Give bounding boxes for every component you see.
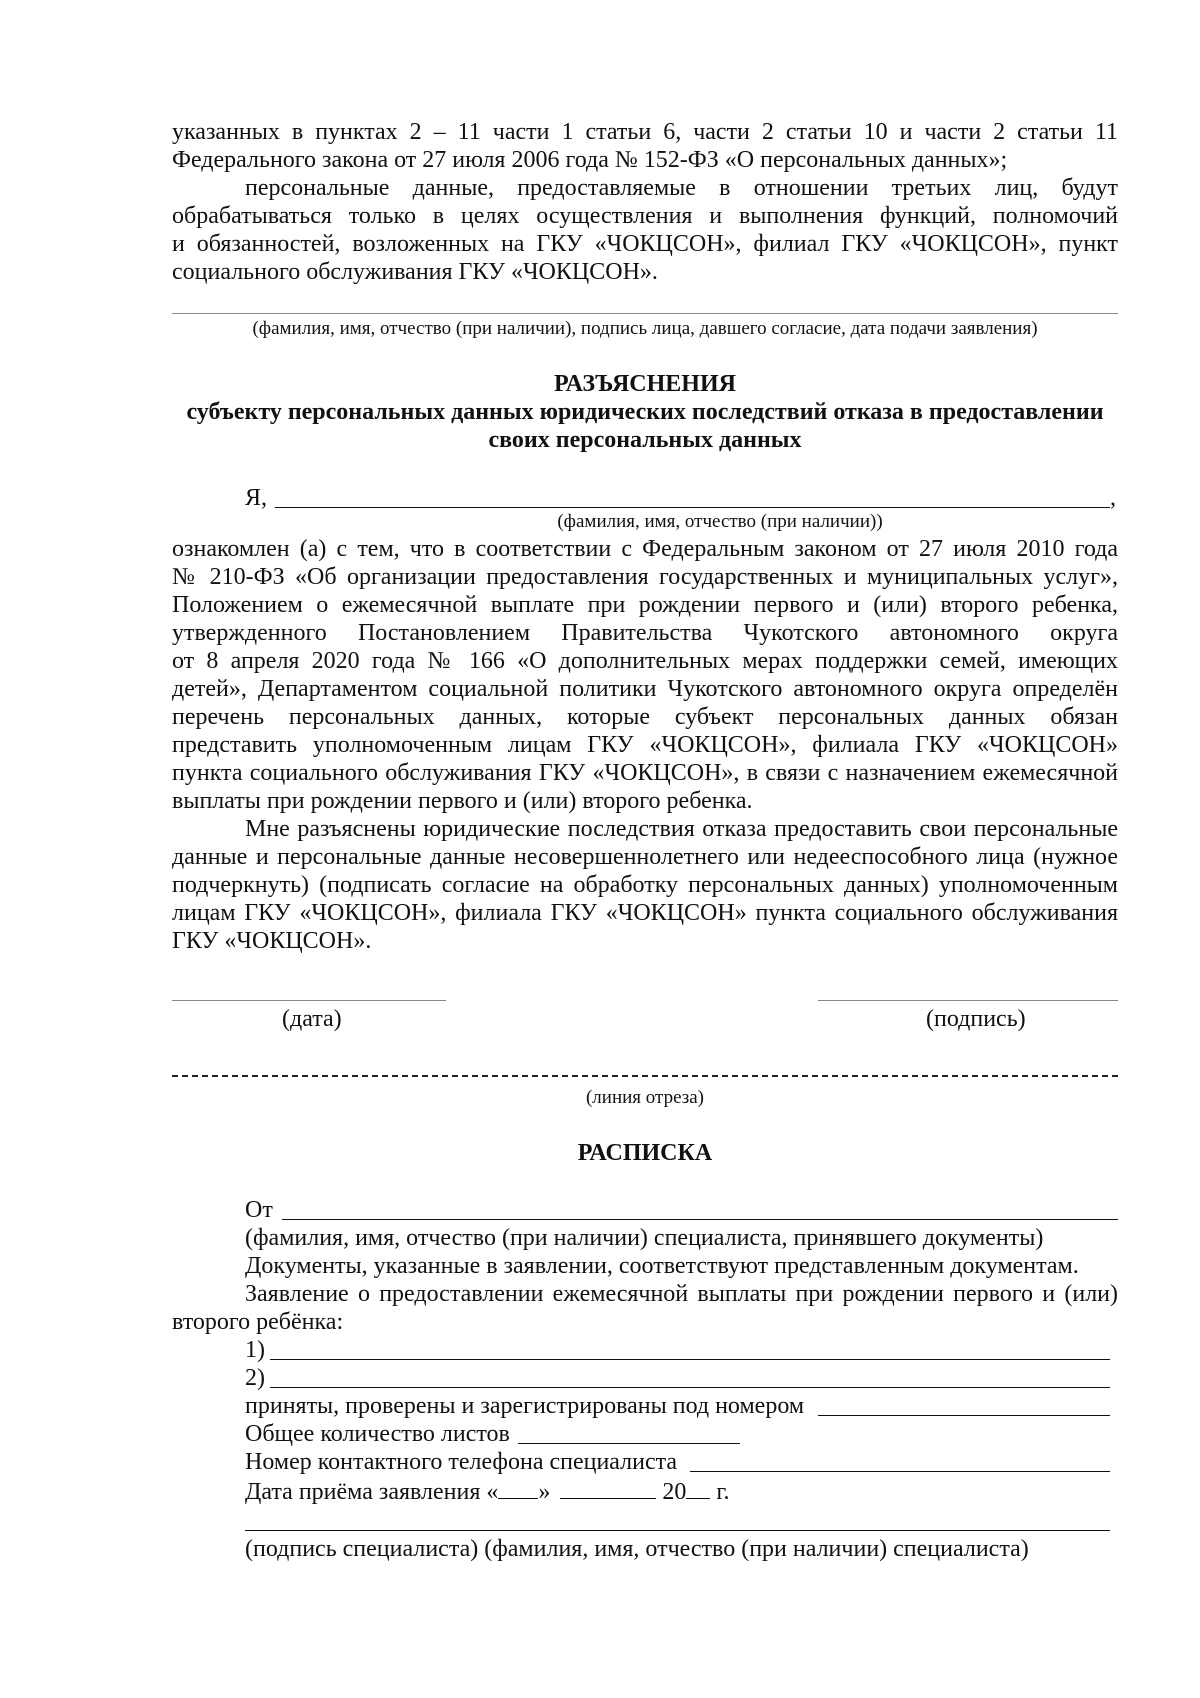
consent-text-line: обрабатываться только в целях осуществления и выполнения функций, полномочий: [172, 203, 1118, 229]
consent-text-line: и обязанностей, возложенных на ГКУ «ЧОКЦСОН», филиал ГКУ «ЧОКЦСОН», пункт: [172, 231, 1118, 257]
paragraph-line: Мне разъяснены юридические последствия отказа предоставить свои персональные: [245, 816, 1118, 842]
signature-caption: (подпись): [926, 1006, 1026, 1032]
paragraph-line: утвержденного Постановлением Правительства Чукотского автономного округа: [172, 620, 1118, 646]
sheet-count-label: Общее количество листов: [245, 1421, 510, 1447]
paragraph-line: представить уполномоченным лицам ГКУ «ЧОКЦСОН», филиала ГКУ «ЧОКЦСОН»: [172, 732, 1118, 758]
paragraph-line: данные и персональные данные несовершеннолетнего или недееспособного лица (нужное: [172, 844, 1118, 870]
application-text: Заявление о предоставлении ежемесячной выплаты при рождении первого и (или): [245, 1281, 1118, 1307]
paragraph-line: выплаты при рождении первого и (или) второго ребенка.: [172, 788, 753, 814]
date-year: 20: [662, 1479, 687, 1505]
day-field[interactable]: [498, 1476, 538, 1499]
specialist-signature-line[interactable]: [245, 1530, 1110, 1531]
item-number: 2): [245, 1365, 265, 1391]
name-input-line[interactable]: [275, 507, 1110, 508]
explanation-subtitle: субъекту персональных данных юридических последствий отказа в предоставлении: [186, 399, 1104, 425]
from-caption: (фамилия, имя, отчество (при наличии) специалиста, принявшего документы): [245, 1225, 1044, 1251]
consent-text-line: социального обслуживания ГКУ «ЧОКЦСОН».: [172, 259, 658, 285]
paragraph-line: детей», Департаментом социальной политики Чукотского автономного округа определён: [172, 676, 1118, 702]
year-field[interactable]: [686, 1476, 710, 1499]
month-field[interactable]: [560, 1476, 656, 1499]
from-input-line[interactable]: [282, 1219, 1118, 1220]
phone-label: Номер контактного телефона специалиста: [245, 1449, 678, 1475]
paragraph-line: от 8 апреля 2020 года № 166 «О дополнительных мерах поддержки семей, имеющих: [172, 648, 1118, 674]
item-input-line[interactable]: [270, 1359, 1110, 1360]
date-line[interactable]: [172, 1000, 446, 1001]
explanation-subtitle: своих персональных данных: [488, 427, 802, 453]
signature-caption: (фамилия, имя, отчество (при наличии), подпись лица, давшего согласие, дата подачи заявления): [252, 318, 1038, 339]
paragraph-line: лицам ГКУ «ЧОКЦСОН», филиала ГКУ «ЧОКЦСОН» пункта социального обслуживания: [172, 900, 1118, 926]
date-suffix: г.: [716, 1479, 730, 1505]
paragraph-line: подчеркнуть) (подписать согласие на обработку персональных данных) уполномоченным: [172, 872, 1118, 898]
application-text: второго ребёнка:: [172, 1309, 344, 1335]
consent-text-line: Федерального закона от 27 июля 2006 года № 152-ФЗ «О персональных данных»;: [172, 147, 1008, 173]
ya-label: Я,: [245, 485, 268, 511]
paragraph-line: перечень персональных данных, которые субъект персональных данных обязан: [172, 704, 1118, 730]
from-label: От: [245, 1197, 273, 1223]
consent-text-line: персональные данные, предоставляемые в отношении третьих лиц, будут: [245, 175, 1118, 201]
docs-match-text: Документы, указанные в заявлении, соответствуют представленным документам.: [245, 1253, 1079, 1279]
paragraph-line: Положением о ежемесячной выплате при рождении первого и (или) второго ребенка,: [172, 592, 1118, 618]
paragraph-line: ознакомлен (а) с тем, что в соответствии с Федеральным законом от 27 июля 2010 года: [172, 536, 1118, 562]
date-prefix: Дата приёма заявления «: [245, 1479, 499, 1505]
name-caption: (фамилия, имя, отчество (при наличии)): [557, 511, 883, 532]
explanation-title: РАЗЪЯСНЕНИЯ: [554, 371, 736, 397]
date-quote-close: »: [538, 1479, 551, 1505]
cut-line: [172, 1075, 1118, 1077]
signature-line[interactable]: [172, 313, 1118, 314]
item-input-line[interactable]: [270, 1387, 1110, 1388]
registration-number-line[interactable]: [818, 1415, 1110, 1416]
comma: ,: [1110, 485, 1116, 511]
date-caption: (дата): [282, 1006, 342, 1032]
item-number: 1): [245, 1337, 265, 1363]
consent-text-line: указанных в пунктах 2 – 11 части 1 статьи 6, части 2 статьи 10 и части 2 статьи 11: [172, 119, 1118, 145]
sheet-count-line[interactable]: [518, 1443, 740, 1444]
paragraph-line: ГКУ «ЧОКЦСОН».: [172, 928, 372, 954]
signature-line[interactable]: [818, 1000, 1118, 1001]
cut-line-caption: (линия отреза): [585, 1087, 705, 1108]
receipt-title: РАСПИСКА: [577, 1140, 713, 1166]
final-caption: (подпись специалиста) (фамилия, имя, отчество (при наличии) специалиста): [245, 1536, 1029, 1562]
paragraph-line: № 210-ФЗ «Об организации предоставления государственных и муниципальных услуг»,: [172, 564, 1118, 590]
phone-input-line[interactable]: [690, 1471, 1110, 1472]
date-label: [245, 1476, 730, 1506]
registered-label: приняты, проверены и зарегистрированы под номером: [245, 1393, 805, 1419]
paragraph-line: пункта социального обслуживания ГКУ «ЧОКЦСОН», в связи с назначением ежемесячной: [172, 760, 1118, 786]
